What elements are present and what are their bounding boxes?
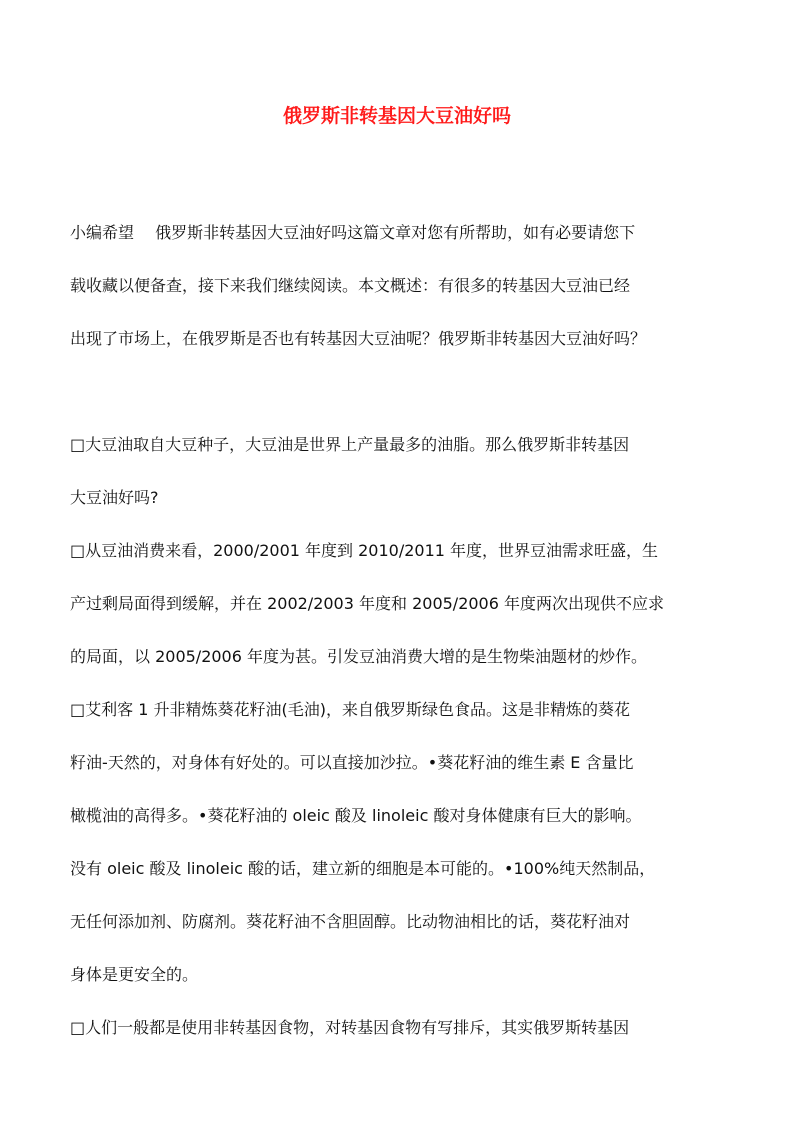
blank-line (70, 365, 742, 418)
paragraph-line: 小编希望 俄罗斯非转基因大豆油好吗这篇文章对您有所帮助，如有必要请您下 (70, 223, 636, 242)
paragraph-line: 身体是更安全的。 (70, 965, 199, 984)
paragraph-line: 没有 oleic 酸及 linoleic 酸的话，建立新的细胞是本可能的。•100%纯天然制品， (70, 859, 656, 878)
paragraph-line: 橄榄油的高得多。•葵花籽油的 oleic 酸及 linoleic 酸对身体健康有巨大的影响。 (70, 806, 642, 825)
paragraph-line: 大豆油好吗? (70, 488, 159, 507)
paragraph-line: 无任何添加剂、防腐剂。葵花籽油不含胆固醇。比动物油相比的话，葵花籽油对 (70, 912, 631, 931)
sunflower-oil-paragraph (70, 683, 742, 1001)
gmo-paragraph (70, 1001, 742, 1054)
paragraph-line: □艾利客 1 升非精炼葵花籽油(毛油)，来自俄罗斯绿色食品。这是非精炼的葵花 (70, 700, 630, 719)
document-body (70, 206, 742, 1054)
intro-paragraph (70, 206, 742, 365)
paragraph-line: 产过剩局面得到缓解，并在 2002/2003 年度和 2005/2006 年度两次出现供不应求 (70, 594, 665, 613)
paragraph-line: 的局面，以 2005/2006 年度为甚。引发豆油消费大增的是生物柴油题材的炒作。 (70, 647, 648, 666)
consumption-paragraph (70, 524, 742, 683)
paragraph-line: 载收藏以便备查，接下来我们继续阅读。本文概述：有很多的转基因大豆油已经 (70, 276, 631, 295)
paragraph-line: 出现了市场上，在俄罗斯是否也有转基因大豆油呢？俄罗斯非转基因大豆油好吗？ (70, 329, 647, 348)
paragraph-line: 籽油-天然的，对身体有好处的。可以直接加沙拉。•葵花籽油的维生素 E 含量比 (70, 753, 634, 772)
paragraph-line: □从豆油消费来看，2000/2001 年度到 2010/2011 年度，世界豆油需求旺盛，生 (70, 541, 659, 560)
soybean-oil-paragraph (70, 418, 742, 524)
paragraph-line: □大豆油取自大豆种子，大豆油是世界上产量最多的油脂。那么俄罗斯非转基因 (70, 435, 630, 454)
paragraph-line: □人们一般都是使用非转基因食物，对转基因食物有写排斥，其实俄罗斯转基因 (70, 1018, 630, 1037)
document-title: 俄罗斯非转基因大豆油好吗 (282, 105, 511, 127)
